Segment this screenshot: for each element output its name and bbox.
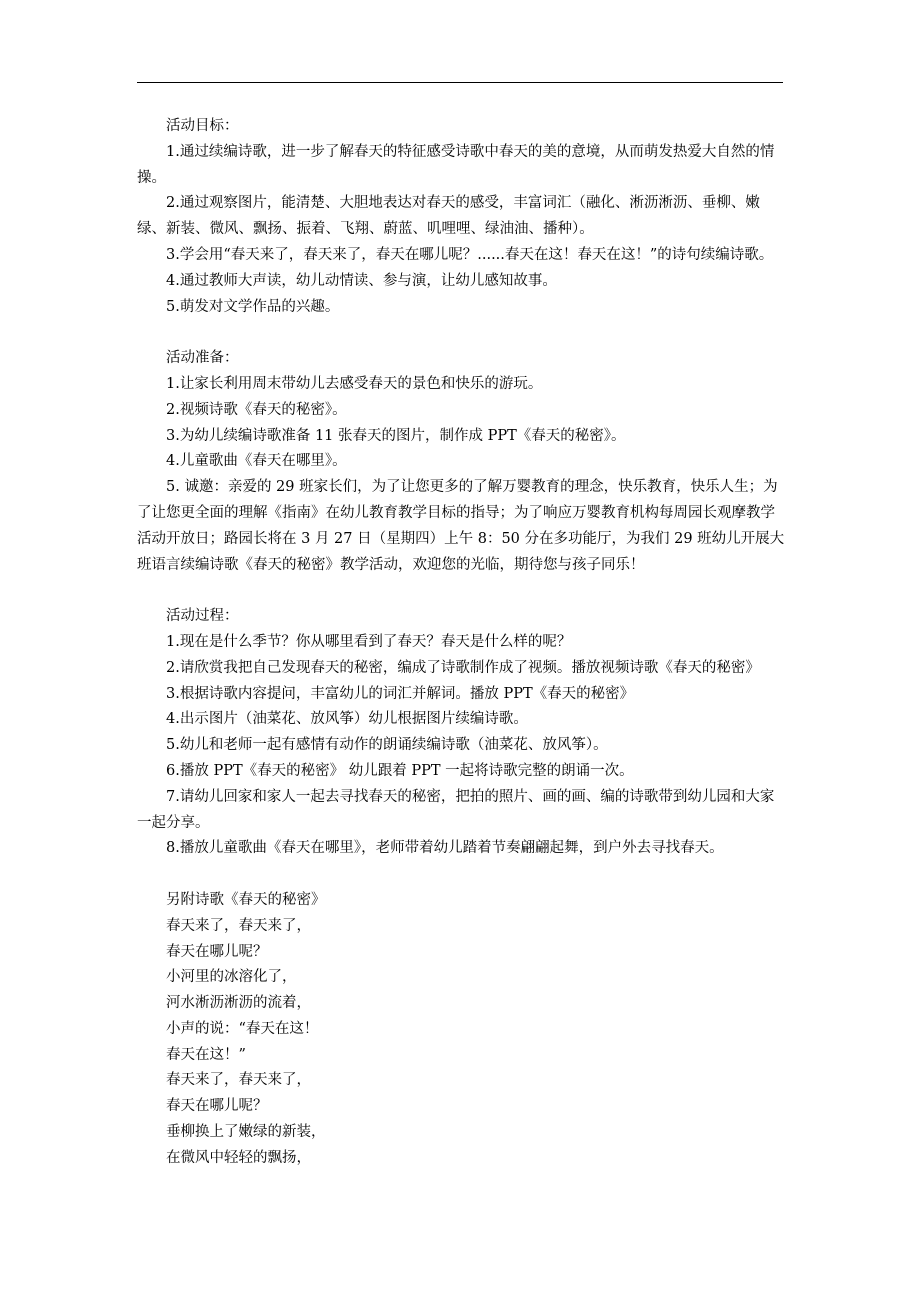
goals-item: 2.通过观察图片，能清楚、大胆地表达对春天的感受，丰富词汇（融化、淅沥淅沥、垂柳、嫩绿、新装、微风、飘扬、振着、飞翔、蔚蓝、叽哩哩、绿油油、播种）。 [137, 195, 760, 238]
process-item: 7.请幼儿回家和家人一起去寻找春天的秘密，把拍的照片、画的画、编的诗歌带到幼儿园和大家一起分享。 [137, 788, 775, 831]
goals-item: 1.通过续编诗歌，进一步了解春天的特征感受诗歌中春天的美的意境，从而萌发热爱大自然的情操。 [137, 143, 775, 186]
prep-item: 3.为幼儿续编诗歌准备 11 张春天的图片，制作成 PPT《春天的秘密》。 [166, 427, 626, 444]
poem-line: 春天在哪儿呢？ [166, 1098, 268, 1115]
process-heading: 活动过程： [166, 608, 239, 625]
goals-section [137, 114, 785, 320]
process-item: 6.播放 PPT《春天的秘密》 幼儿跟着 PPT 一起将诗歌完整的朗诵一次。 [166, 762, 634, 779]
poem-line: 河水淅沥淅沥的流着， [166, 995, 311, 1012]
poem-line: 春天在哪儿呢？ [166, 943, 268, 960]
prep-item: 2.视频诗歌《春天的秘密》。 [166, 401, 347, 418]
poem-line: 垂柳换上了嫩绿的新装， [166, 1124, 326, 1141]
goals-item: 5.萌发对文学作品的兴趣。 [166, 298, 340, 315]
prep-section [137, 346, 785, 578]
process-item: 2.请欣赏我把自己发现春天的秘密，编成了诗歌制作成了视频。播放视频诗歌《春天的秘密》 [166, 659, 760, 676]
section-spacer [137, 320, 785, 346]
process-item: 5.幼儿和老师一起有感情有动作的朗诵续编诗歌（油菜花、放风筝）。 [166, 737, 608, 754]
goals-heading: 活动目标： [166, 118, 239, 134]
poem-line: 春天来了，春天来了， [166, 1072, 311, 1089]
poem-line: 春天来了，春天来了， [166, 917, 311, 934]
poem-line: 小声的说：“春天在这！ [166, 1020, 319, 1037]
header-rule [137, 82, 783, 83]
section-spacer [137, 862, 785, 888]
poem-section [137, 888, 785, 1172]
poem-line: 在微风中轻轻的飘扬， [166, 1149, 311, 1166]
goals-item: 3.学会用“春天来了，春天来了，春天在哪儿呢？......春天在这！春天在这！”的诗句续编诗歌。 [166, 246, 774, 263]
goals-item: 4.通过教师大声读，幼儿动情读、参与演，让幼儿感知故事。 [166, 272, 557, 289]
document-body [137, 114, 785, 1172]
prep-item: 4.儿童歌曲《春天在哪里》。 [166, 453, 347, 470]
prep-item: 5. 诚邀：亲爱的 29 班家长们，为了让您更多的了解万婴教育的理念，快乐教育，快乐人生；为了让您更全面的理解《指南》在幼儿教育教学目标的指导；为了响应万婴教育机构每周园长观摩教学活动开放日；路园长将在 3 月 27 日（星期四）上午 8：50 分在多功能厅，为我们 29 班幼儿开展大班语言续编诗歌《春天的秘密》教学活动，欢迎您的光临，期待您与孩子同乐！ [137, 479, 785, 573]
process-item: 1.现在是什么季节？你从哪里看到了春天？春天是什么样的呢？ [166, 633, 572, 650]
poem-line: 小河里的冰溶化了， [166, 969, 297, 986]
process-item: 8.播放儿童歌曲《春天在哪里》，老师带着幼儿踏着节奏翩翩起舞，到户外去寻找春天。 [166, 840, 724, 857]
process-item: 4.出示图片（油菜花、放风筝）幼儿根据图片续编诗歌。 [166, 711, 528, 728]
process-section [137, 604, 785, 862]
process-item: 3.根据诗歌内容提问，丰富幼儿的词汇并解词。播放 PPT《春天的秘密》 [166, 685, 635, 702]
prep-item: 1.让家长利用周末带幼儿去感受春天的景色和快乐的游玩。 [166, 375, 543, 392]
poem-title: 另附诗歌《春天的秘密》 [166, 891, 326, 908]
prep-heading: 活动准备： [166, 350, 239, 367]
poem-line: 春天在这！” [166, 1046, 246, 1063]
section-spacer [137, 578, 785, 604]
